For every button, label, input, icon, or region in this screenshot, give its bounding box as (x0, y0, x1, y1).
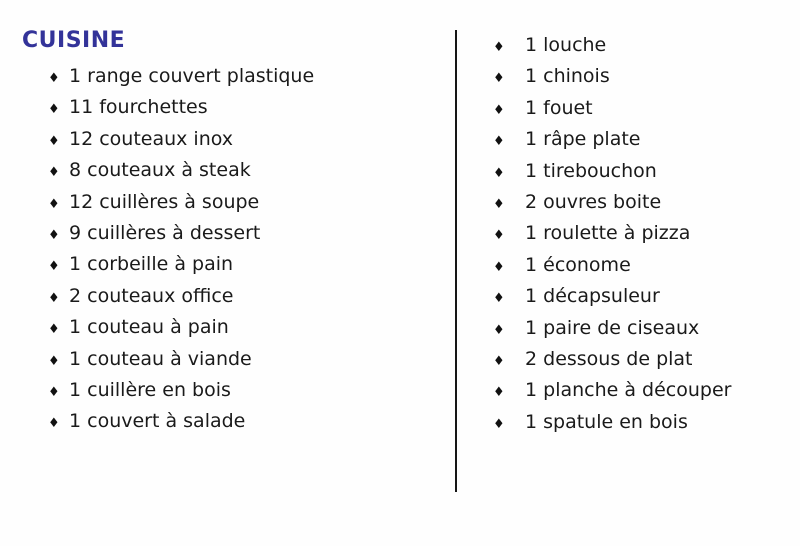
list-item-text: 1 paire de ciseaux (525, 316, 700, 339)
list-item (489, 250, 789, 281)
list-item (46, 312, 446, 343)
list-item-text: 2 dessous de plat (525, 347, 693, 370)
page-title: CUISINE (22, 28, 126, 53)
diamond-bullet-icon: ♦ (493, 228, 505, 244)
list-item (46, 124, 446, 155)
list-item (489, 61, 789, 92)
diamond-bullet-icon: ♦ (48, 322, 60, 338)
list-item-text: 8 couteaux à steak (69, 159, 251, 182)
list-item-text: 1 économe (525, 253, 631, 276)
list-item-text: 12 cuillères à soupe (69, 190, 260, 213)
diamond-bullet-icon: ♦ (48, 259, 60, 275)
list-item (46, 92, 446, 123)
list-item (489, 375, 789, 406)
list-item-text: 1 couteau à pain (69, 316, 229, 339)
list-item (489, 407, 789, 438)
diamond-bullet-icon: ♦ (48, 133, 60, 149)
list-item-text: 1 spatule en bois (525, 410, 688, 433)
list-item (46, 155, 446, 186)
diamond-bullet-icon: ♦ (48, 384, 60, 400)
list-item-text: 2 couteaux office (69, 284, 234, 307)
list-item (46, 375, 446, 406)
diamond-bullet-icon: ♦ (493, 385, 505, 401)
list-item (489, 30, 789, 61)
diamond-bullet-icon: ♦ (493, 102, 505, 118)
list-item-text: 11 fourchettes (69, 96, 208, 119)
list-item (46, 249, 446, 280)
list-item-text: 1 range couvert plastique (69, 65, 315, 87)
list-item (46, 406, 446, 437)
list-item-text: 1 corbeille à pain (69, 253, 234, 276)
right-column-list (489, 30, 789, 438)
list-item-text: 1 cuillère en bois (69, 378, 231, 401)
list-item-text: 12 couteaux inox (69, 127, 234, 150)
diamond-bullet-icon: ♦ (48, 196, 60, 212)
list-item-text: 1 tirebouchon (525, 159, 657, 182)
diamond-bullet-icon: ♦ (493, 134, 505, 150)
list-item-text: 1 râpe plate (525, 128, 641, 151)
list-item-text: 9 cuillères à dessert (69, 221, 261, 244)
list-item (489, 344, 789, 375)
diamond-bullet-icon: ♦ (48, 353, 60, 369)
diamond-bullet-icon: ♦ (48, 416, 60, 432)
list-item (489, 281, 789, 312)
list-item (489, 156, 789, 187)
diamond-bullet-icon: ♦ (493, 196, 505, 212)
list-item-text: 1 fouet (525, 96, 593, 119)
diamond-bullet-icon: ♦ (493, 259, 505, 275)
list-item (489, 313, 789, 344)
list-item-text: 2 ouvres boite (525, 190, 662, 213)
list-item-text: 1 roulette à pizza (525, 222, 691, 245)
list-item-text: 1 couvert à salade (69, 410, 246, 433)
diamond-bullet-icon: ♦ (493, 416, 505, 432)
diamond-bullet-icon: ♦ (493, 165, 505, 181)
diamond-bullet-icon: ♦ (493, 40, 505, 55)
list-item-text: 1 décapsuleur (525, 285, 660, 308)
diamond-bullet-icon: ♦ (493, 353, 505, 369)
list-item (489, 93, 789, 124)
list-item (46, 281, 446, 312)
diamond-bullet-icon: ♦ (493, 322, 505, 338)
diamond-bullet-icon: ♦ (48, 227, 60, 243)
list-item (489, 218, 789, 249)
list-item (46, 218, 446, 249)
list-item (489, 124, 789, 155)
left-column-list (46, 61, 446, 438)
list-item-text: 1 chinois (525, 65, 610, 88)
list-item (46, 61, 446, 92)
list-item (46, 344, 446, 375)
diamond-bullet-icon: ♦ (48, 165, 60, 181)
list-item (489, 187, 789, 218)
diamond-bullet-icon: ♦ (493, 291, 505, 307)
list-item (46, 187, 446, 218)
list-item-text: 1 couteau à viande (69, 347, 252, 370)
diamond-bullet-icon: ♦ (493, 71, 505, 87)
diamond-bullet-icon: ♦ (48, 71, 60, 86)
diamond-bullet-icon: ♦ (48, 290, 60, 306)
diamond-bullet-icon: ♦ (48, 102, 60, 118)
list-item-text: 1 louche (525, 34, 607, 56)
list-item-text: 1 planche à découper (525, 379, 732, 402)
column-divider (455, 30, 457, 492)
